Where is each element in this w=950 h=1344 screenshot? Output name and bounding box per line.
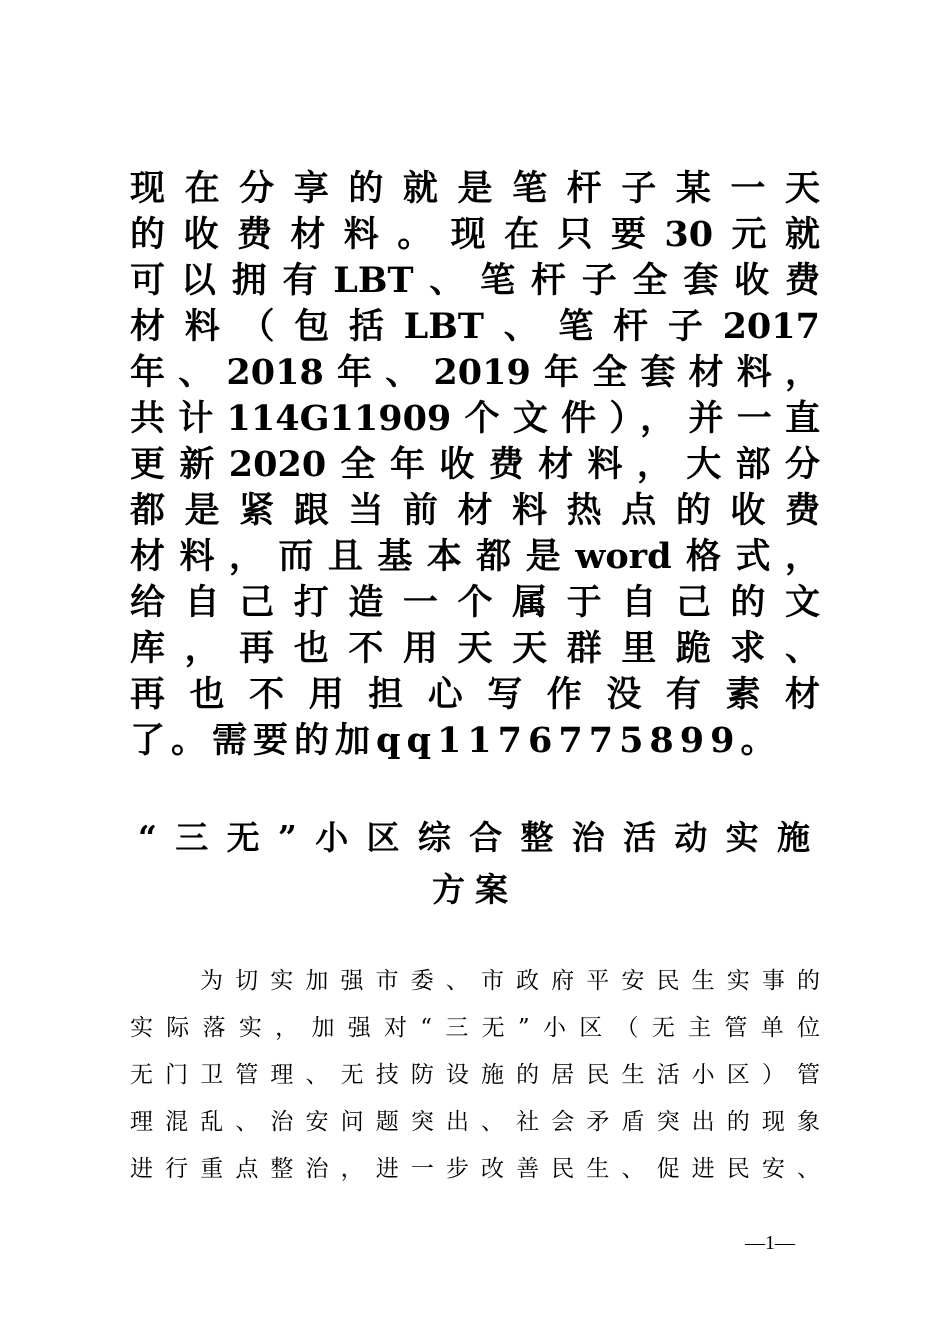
promo-line: 给自己打造一个属于自己的文: [130, 582, 820, 623]
promo-line: 库，再也不用天天群里跪求、: [130, 628, 820, 669]
title-line-2: 方案: [432, 870, 518, 909]
promo-line: 都是紧跟当前材料热点的收费: [130, 490, 820, 531]
document-title: [130, 812, 820, 916]
promo-line: 更新2020全年收费材料，大部分: [130, 444, 820, 485]
promo-line: 材料，而且基本都是word格式，: [130, 536, 820, 577]
body-line: 实际落实，加强对“三无”小区（无主管单位: [130, 1015, 820, 1041]
promo-line: 现在分享的就是笔杆子某一天: [130, 168, 820, 209]
promo-line: 了。需要的加qq1176775899。: [130, 720, 782, 761]
body-line: 为切实加强市委、市政府平安民生实事的: [200, 968, 820, 994]
body-line: 理混乱、治安问题突出、社会矛盾突出的现象: [130, 1109, 820, 1135]
promo-paragraph: [130, 166, 820, 764]
promo-line: 年、2018年、2019年全套材料，: [130, 352, 820, 393]
title-line-1: “三无”小区综合整治活动实施: [138, 818, 810, 857]
body-line: 无门卫管理、无技防设施的居民生活小区）管: [130, 1062, 820, 1088]
promo-line: 可以拥有LBT、笔杆子全套收费: [130, 260, 820, 301]
promo-line: 材料（包括LBT、笔杆子2017: [130, 306, 820, 347]
body-line: 进行重点整治，进一步改善民生、促进民安、: [130, 1156, 820, 1182]
body-paragraph: [130, 958, 820, 1193]
promo-line: 共计114G11909个文件），并一直: [130, 398, 820, 439]
promo-line: 再也不用担心写作没有素材: [130, 674, 820, 715]
promo-line: 的收费材料。现在只要30元就: [130, 214, 820, 255]
page-number: —1—: [745, 1232, 795, 1254]
